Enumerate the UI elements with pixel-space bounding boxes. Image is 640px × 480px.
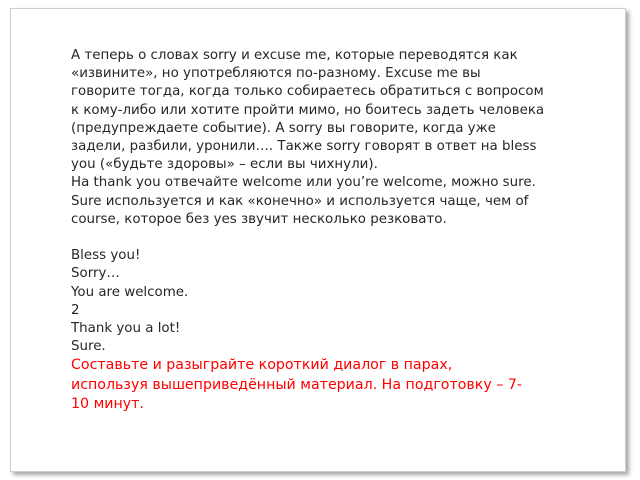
paragraph-line: course, которое без yes звучит несколько резковато. xyxy=(71,211,447,227)
paragraph-line: Sure используется и как «конечно» и используется чаще, чем of xyxy=(71,193,529,209)
phrase-bless-you: Bless you! xyxy=(71,248,141,264)
task-line: Составьте и разыграйте короткий диалог в парах, xyxy=(71,357,453,374)
paragraph-line: «извините», но употребляются по-разному. Excuse me вы xyxy=(71,66,481,82)
paragraph-line: (предупреждаете событие). А sorry вы говорите, когда уже xyxy=(71,120,496,136)
task-line: 10 минут. xyxy=(71,396,144,413)
paragraph-line: А теперь о словах sorry и excuse me, которые переводятся как xyxy=(71,48,518,63)
phrase-you-are-welcome: You are welcome. xyxy=(71,284,189,300)
paragraph-line: к кому-либо или хотите пройти мимо, но боитесь задеть человека xyxy=(71,102,545,118)
phrase-sorry: Sorry… xyxy=(71,266,120,282)
slide xyxy=(10,8,626,472)
paragraph-line: На thank you отвечайте welcome или you’re welcome, можно sure. xyxy=(71,175,536,191)
task-line: используя вышеприведённый материал. На подготовку – 7- xyxy=(71,376,522,393)
phrase-sure: Sure. xyxy=(71,339,106,355)
slide-content xyxy=(71,47,619,415)
phrase-number: 2 xyxy=(71,302,80,318)
paragraph-line: задели, разбили, уронили…. Также sorry говорят в ответ на bless xyxy=(71,139,537,155)
phrase-thank-you: Thank you a lot! xyxy=(71,321,181,337)
paragraph-line: you («будьте здоровы» – если вы чихнули). xyxy=(71,157,378,173)
paragraph-line: говорите тогда, когда только собираетесь обратиться с вопросом xyxy=(71,84,544,100)
task-instruction xyxy=(71,356,619,414)
spacer xyxy=(71,229,619,247)
